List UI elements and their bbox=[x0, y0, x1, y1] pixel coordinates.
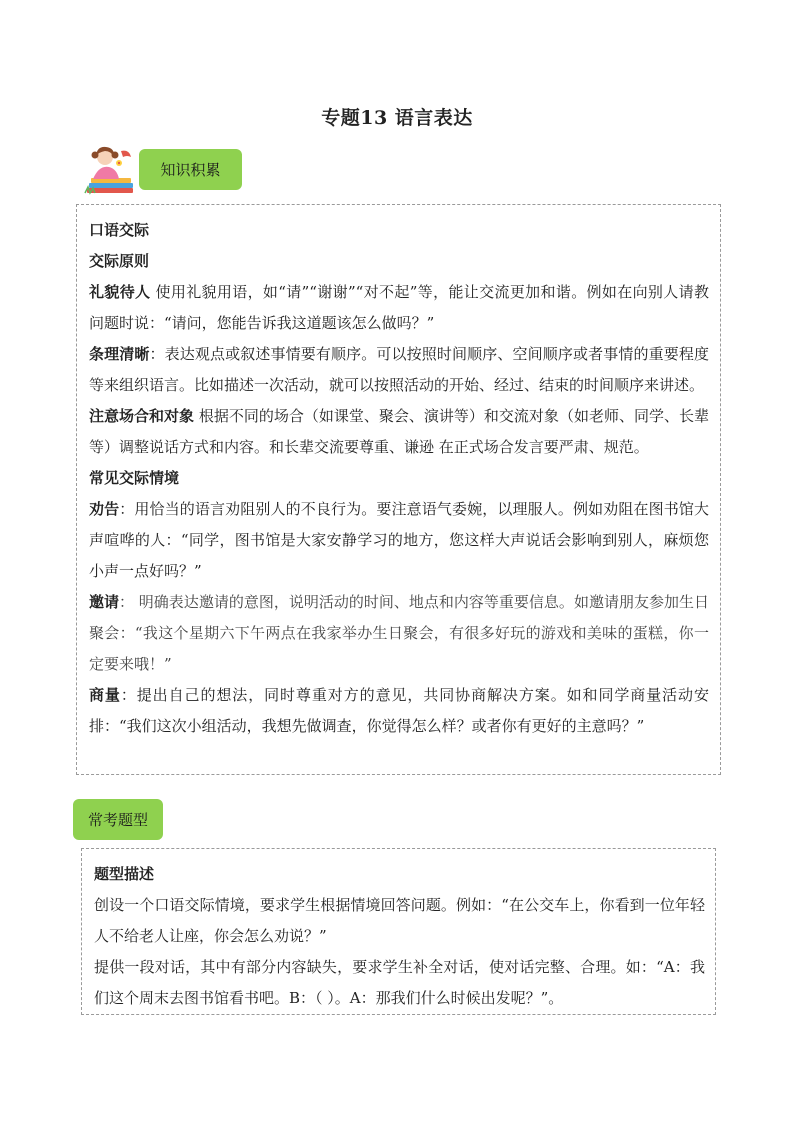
label-clarity: 条理清晰 bbox=[89, 345, 150, 363]
paragraph-invitation bbox=[89, 587, 709, 680]
paragraph-occasion bbox=[89, 401, 709, 463]
heading-common-situations: 常见交际情境 bbox=[89, 469, 180, 487]
girl-reading-books-icon bbox=[79, 141, 135, 197]
paragraph-discussion bbox=[89, 680, 709, 742]
text-occasion: 根据不同的场合（如课堂、聚会、演讲等）和交流对象（如老师、同学、长辈等）调整说话方式和内容。和长辈交流要尊重、谦逊 在正式场合发言要严肃、规范。 bbox=[89, 407, 709, 456]
text-clarity: ：表达观点或叙述事情要有顺序。可以按照时间顺序、空间顺序或者事情的重要程度等来组织语言。比如描述一次活动，就可以按照活动的开始、经过、结束的时间顺序来讲述。 bbox=[89, 345, 709, 394]
text-politeness: 使用礼貌用语，如“请”“谢谢”“对不起”等，能让交流更加和谐。例如在向别人请教问题时说：“请问，您能告诉我这道题该怎么做吗？” bbox=[89, 283, 709, 332]
label-discussion: 商量 bbox=[89, 686, 121, 704]
paragraph-clarity bbox=[89, 339, 709, 401]
knowledge-box bbox=[76, 204, 721, 775]
section-badge-knowledge: 知识积累 bbox=[139, 149, 242, 190]
heading-oral-communication: 口语交际 bbox=[89, 221, 150, 239]
heading-communication-principles: 交际原则 bbox=[89, 252, 150, 270]
label-occasion: 注意场合和对象 bbox=[89, 407, 195, 425]
paragraph-politeness bbox=[89, 277, 709, 339]
page-title: 专题13 语言表达 bbox=[321, 107, 473, 129]
text-discussion: ：提出自己的想法，同时尊重对方的意见，共同协商解决方案。如和同学商量活动安排：“我们这次小组活动，我想先做调查，你觉得怎么样？或者你有更好的主意吗？” bbox=[89, 686, 709, 735]
paragraph-advice bbox=[89, 494, 709, 587]
label-advice: 劝告 bbox=[89, 500, 120, 518]
paragraph-scenario: 创设一个口语交际情境，要求学生根据情境回答问题。例如：“在公交车上，你看到一位年轻人不给老人让座，你会怎么劝说？” bbox=[94, 896, 705, 945]
text-advice: ：用恰当的语言劝阻别人的不良行为。要注意语气委婉，以理服人。例如劝阻在图书馆大声喧哗的人：“同学，图书馆是大家安静学习的地方，您这样大声说话会影响到别人，麻烦您小声一点好吗？” bbox=[89, 500, 709, 580]
question-types-box bbox=[81, 848, 716, 1015]
label-invitation: 邀请 bbox=[89, 593, 120, 611]
label-politeness: 礼貌待人 bbox=[89, 283, 151, 301]
section-badge-question-types: 常考题型 bbox=[73, 799, 163, 840]
heading-question-description: 题型描述 bbox=[94, 865, 155, 883]
text-invitation: ： 明确表达邀请的意图，说明活动的时间、地点和内容等重要信息。如邀请朋友参加生日聚会：“我这个星期六下午两点在我家举办生日聚会，有很多好玩的游戏和美味的蛋糕，你一定要来哦！” bbox=[89, 593, 709, 673]
paragraph-dialogue: 提供一段对话，其中有部分内容缺失，要求学生补全对话，使对话完整、合理。如：“A：我们这个周末去图书馆看书吧。B：（ ）。A：那我们什么时候出发呢？”。 bbox=[94, 958, 705, 1007]
